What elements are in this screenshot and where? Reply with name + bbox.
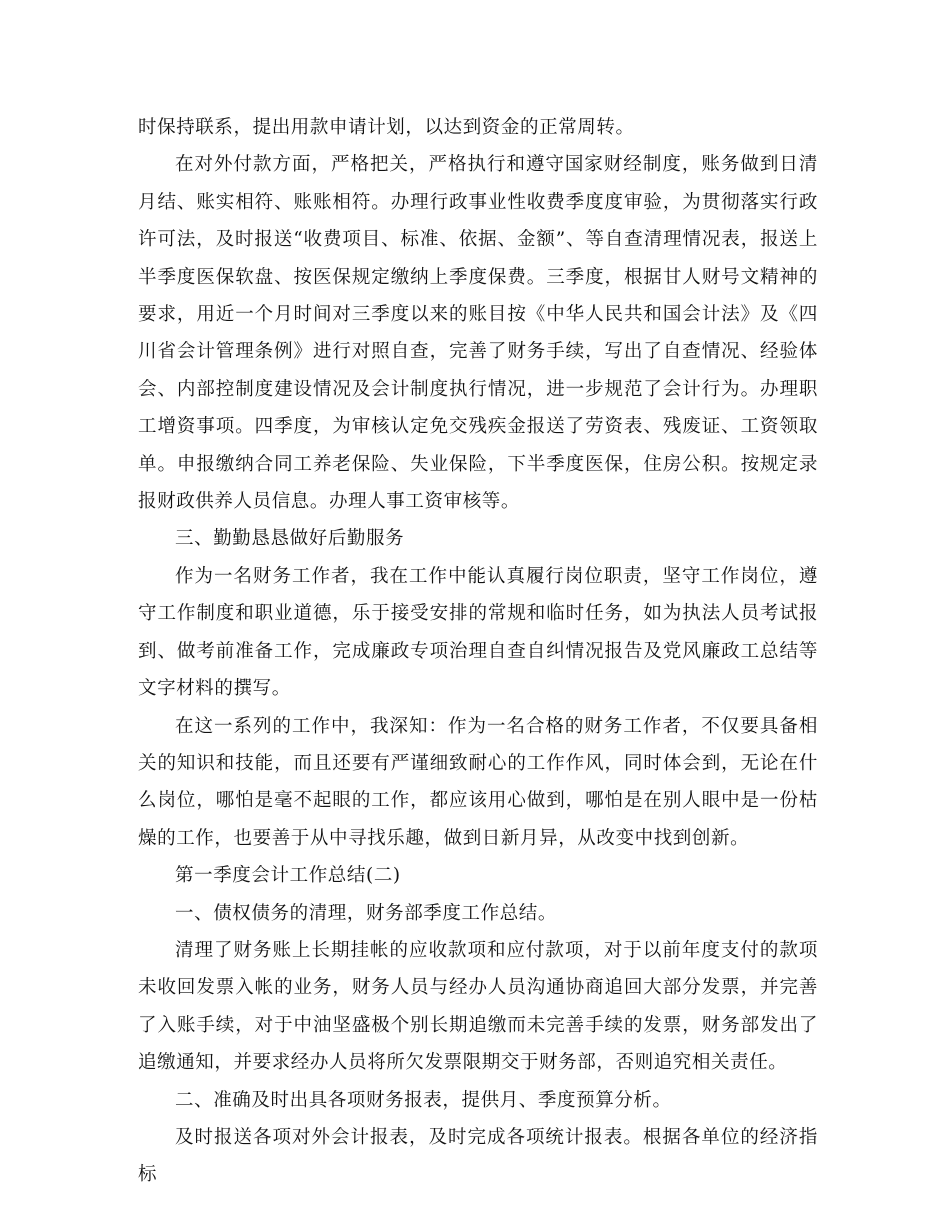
paragraph-duties: 作为一名财务工作者，我在工作中能认真履行岗位职责，坚守工作岗位，遵守工作制度和职业道德，乐于接受安排的常规和临时任务，如为执法人员考试报到、做考前准备工作，完成廉政专项治理自查自纠情况报告及党风廉政工总结等文字材料的撰写。 — [138, 565, 818, 700]
document-body — [138, 109, 818, 1194]
paragraph-reflection: 在这一系列的工作中，我深知：作为一名合格的财务工作者，不仅要具备相关的知识和技能，而且还要有严谨细致耐心的工作作风，同时体会到，无论在什么岗位，哪怕是毫不起眼的工作，都应该用心做到，哪怕是在别人眼中是一份枯燥的工作，也要善于从中寻找乐趣，做到日新月异，从改变中找到创新。 — [138, 715, 818, 849]
paragraph-reports: 及时报送各项对外会计报表，及时完成各项统计报表。根据各单位的经济指标 — [138, 1126, 818, 1186]
section-heading-reports: 二、准确及时出具各项财务报表，提供月、季度预算分析。 — [175, 1089, 672, 1111]
paragraph-payment-control: 在对外付款方面，严格把关，严格执行和遵守国家财经制度，账务做到日清月结、账实相符、账账相符。办理行政事业性收费季度度审验，为贯彻落实行政许可法，及时报送“收费项目、标准、依据、金额”、等自查清理情况表，报送上半季度医保软盘、按医保规定缴纳上季度保费。三季度，根据甘人财号文精神的要求，用近一个月时间对三季度以来的账目按《中华人民共和国会计法》及《四川省会计管理条例》进行对照自查，完善了财务手续，写出了自查情况、经验体会、内部控制度建设情况及会计制度执行情况，进一步规范了会计行为。办理职工增资事项。四季度，为审核认定免交残疾金报送了劳资表、残废证、工资领取单。申报缴纳合同工养老保险、失业保险，下半季度医保，住房公积。按规定录报财政供养人员信息。办理人事工资审核等。 — [138, 154, 818, 513]
document-subtitle: 第一季度会计工作总结(二) — [175, 865, 401, 887]
section-heading-logistics: 三、勤勤恳恳做好后勤服务 — [175, 528, 405, 550]
section-heading-debt-cleanup: 一、债权债务的清理，财务部季度工作总结。 — [175, 902, 558, 924]
paragraph-debt-cleanup: 清理了财务账上长期挂帐的应收款项和应付款项，对于以前年度支付的款项未收回发票入帐的业务，财务人员与经办人员沟通协商追回大部分发票，并完善了入账手续，对于中油坚盛极个别长期追缴而未完善手续的发票，财务部发出了追缴通知，并要求经办人员将所欠发票限期交于财务部，否则追究相关责任。 — [138, 939, 818, 1074]
paragraph-fund-turnover: 时保持联系，提出用款申请计划，以达到资金的正常周转。 — [138, 117, 635, 138]
